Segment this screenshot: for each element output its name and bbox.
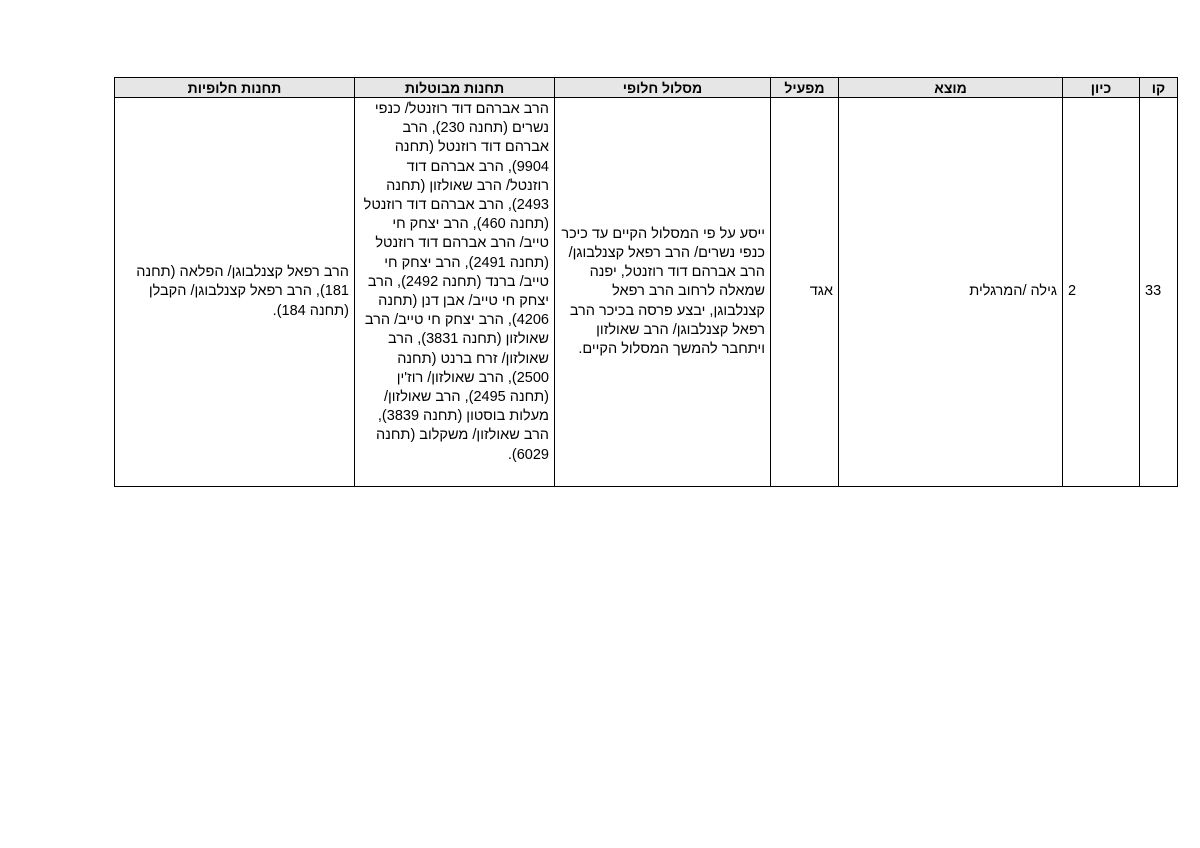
table-header-row <box>115 78 1178 98</box>
cell-operator: אגד <box>771 98 839 487</box>
header-origin: מוצא <box>839 78 1063 98</box>
header-alternative-stations: תחנות חלופיות <box>115 78 355 98</box>
header-cancelled-stations: תחנות מבוטלות <box>355 78 555 98</box>
cell-alternative-stations: הרב רפאל קצנלבוגן/ הפלאה (תחנה 181), הרב רפאל קצנלבוגן/ הקבלן (תחנה 184). <box>115 98 355 487</box>
cell-alt-route: ייסע על פי המסלול הקיים עד כיכר כנפי נשרים/ הרב רפאל קצנלבוגן/ הרב אברהם דוד רוזנטל, יפנה שמאלה לרחוב הרב רפאל קצנלבוגן, יבצע פרסה בכיכר הרב רפאל קצנלבוגן/ הרב שאולזון ויתחבר להמשך המסלול הקיים. <box>555 98 771 487</box>
cell-line: 33 <box>1140 98 1178 487</box>
cell-direction: 2 <box>1063 98 1140 487</box>
header-line: קו <box>1140 78 1178 98</box>
table-row <box>115 98 1178 487</box>
header-direction: כיון <box>1063 78 1140 98</box>
header-alt-route: מסלול חלופי <box>555 78 771 98</box>
header-operator: מפעיל <box>771 78 839 98</box>
cell-cancelled-stations: הרב אברהם דוד רוזנטל/ כנפי נשרים (תחנה 230), הרב אברהם דוד רוזנטל (תחנה 9904), הרב אברהם דוד רוזנטל/ הרב שאולזון (תחנה 2493), הרב אברהם דוד רוזנטל (תחנה 460), הרב יצחק חי טייב/ הרב אברהם דוד רוזנטל (תחנה 2491), הרב יצחק חי טייב/ ברנד (תחנה 2492), הרב יצחק חי טייב/ אבן דנן (תחנה 4206), הרב יצחק חי טייב/ הרב שאולזון (תחנה 3831), הרב שאולזון/ זרח ברנט (תחנה 2500), הרב שאולזון/ רוז'ין (תחנה 2495), הרב שאולזון/ מעלות בוסטון (תחנה 3839), הרב שאולזון/ משקלוב (תחנה 6029). <box>355 98 555 487</box>
cell-origin: גילה /המרגלית <box>839 98 1063 487</box>
route-changes-table <box>114 77 1178 487</box>
